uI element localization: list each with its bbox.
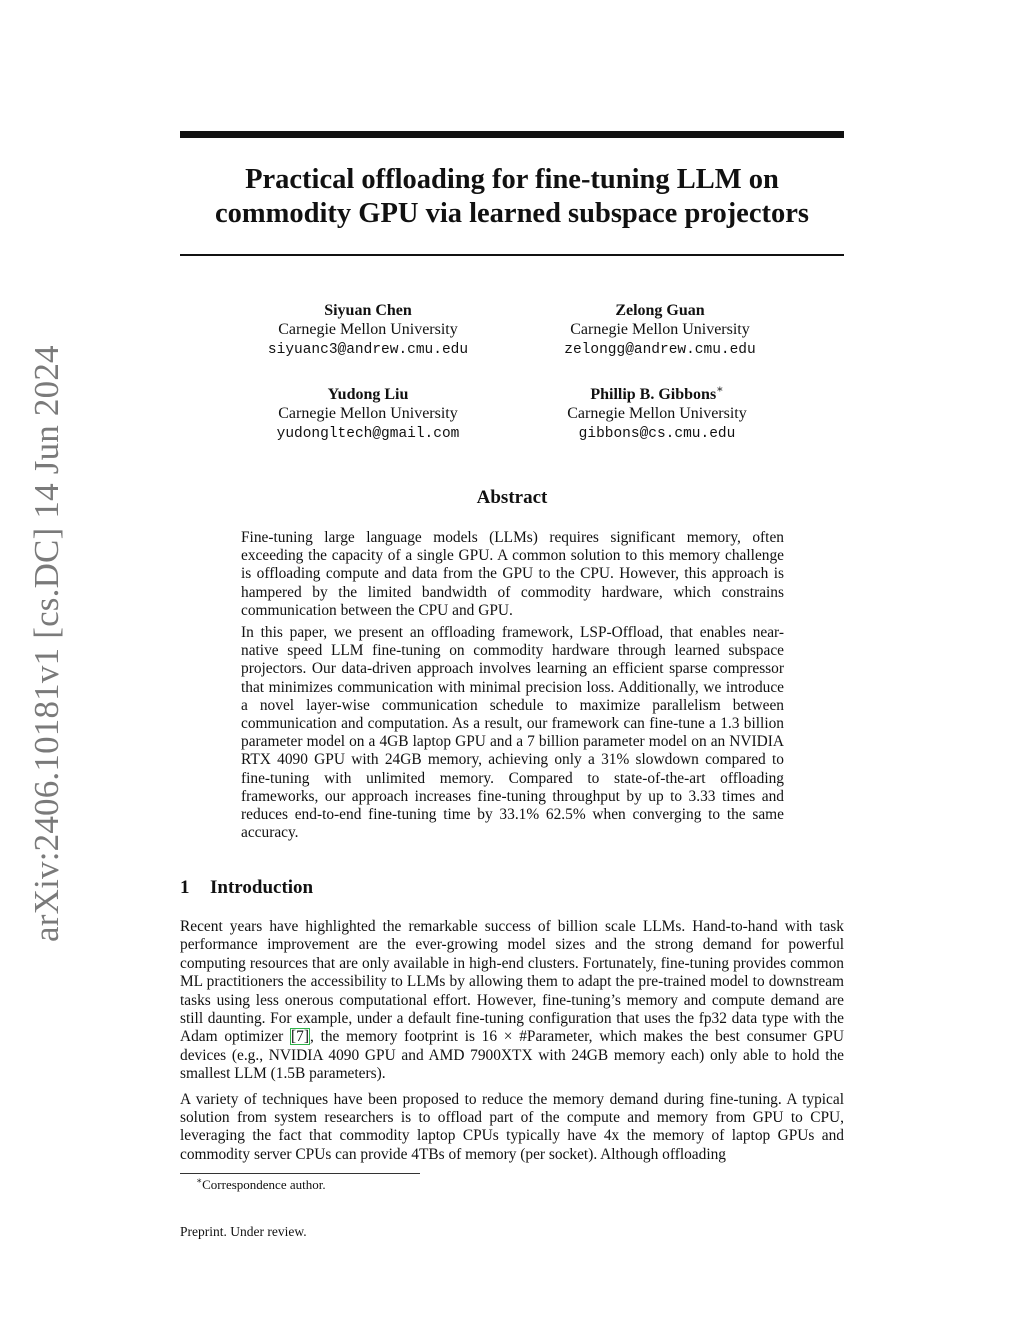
author-name: Yudong Liu bbox=[327, 386, 409, 403]
paragraph-text: Recent years have highlighted the remarkable success of billion scale LLMs. Hand-to-hand with task performance improvement are the ever-growing model sizes and the strong demand for powerful computing resources that are only available in high-end clusters. Fortunately, fine-tuning provides common ML practitioners the accessibility to LLMs by allowing them to adapt the pre-trained model to downstream tasks using less onerous computational effort. However, fine-tuning’s memory and compute demand are still daunting. For example, under a default fine-tuning configuration that uses the fp32 data type with the Adam optimizer bbox=[180, 918, 844, 1046]
paragraph-text: , the memory footprint is 16 × #Parameter, which makes the best consumer GPU devices (e.g., NVIDIA 4090 GPU and AMD 7900XTX with 24GB memory each) only able to hold the smallest LLM (1.5B parameters). bbox=[180, 1028, 844, 1083]
abstract-paragraph: In this paper, we present an offloading framework, LSP-Offload, that enables near-native speed LLM fine-tuning on commodity hardware through learned subspace projectors. Our data-driven approach involves learning an efficient sparse compressor that minimizes communication with minimal precision loss. Additionally, we introduce a novel layer-wise communication schedule to maximize parallelism between communication and computation. As a result, our framework can fine-tune a 1.3 billion parameter model on a 4GB laptop GPU and a 7 billion parameter model on an NVIDIA RTX 4090 GPU with 24GB memory, achieving only a 31% slowdown compared to fine-tuning with unlimited memory. Compared to state-of-the-art offloading frameworks, our approach increases fine-tuning throughput by up to 3.33 times and reduces end-to-end fine-tuning time by 33.1% 62.5% when converging to the same accuracy. bbox=[241, 624, 784, 842]
citation-link[interactable]: [7] bbox=[291, 1028, 309, 1046]
author-affiliation: Carnegie Mellon University bbox=[567, 405, 747, 422]
author-email[interactable]: yudongltech@gmail.com bbox=[276, 426, 460, 442]
author-block bbox=[507, 385, 807, 444]
author-block bbox=[510, 301, 810, 360]
author-name: Zelong Guan bbox=[615, 302, 705, 319]
section-heading bbox=[180, 877, 580, 899]
abstract-paragraph: Fine-tuning large language models (LLMs) requires significant memory, often exceeding the capacity of a single GPU. A common solution to this memory challenge is offloading compute and data from the GPU to the CPU. However, this approach is hampered by the limited bandwidth of commodity hardware, which constrains communication between the CPU and GPU. bbox=[241, 529, 784, 619]
footnote-text: Correspondence author. bbox=[202, 1177, 326, 1192]
footnote-mark: ∗ bbox=[196, 1175, 203, 1186]
author-affiliation: Carnegie Mellon University bbox=[570, 321, 750, 338]
author-block bbox=[218, 301, 518, 360]
author-affiliation: Carnegie Mellon University bbox=[278, 405, 458, 422]
author-affiliation: Carnegie Mellon University bbox=[278, 321, 458, 338]
author-name: Phillip B. Gibbons bbox=[590, 386, 717, 403]
title-top-rule bbox=[180, 131, 844, 138]
footnote-marker[interactable]: ∗ bbox=[716, 383, 724, 396]
section-number: 1 bbox=[180, 877, 190, 898]
abstract-heading: Abstract bbox=[476, 487, 548, 508]
footnote-rule bbox=[180, 1173, 420, 1174]
body-paragraph: A variety of techniques have been proposed to reduce the memory demand during fine-tuning. A typical solution from system researchers is to offload part of the compute and memory from GPU to CPU, leveraging the fact that commodity laptop CPUs typically have 4x the memory of laptop GPUs and commodity server CPUs can provide 4TBs of memory (per socket). Although offloading bbox=[180, 1090, 844, 1163]
preprint-note: Preprint. Under review. bbox=[180, 1224, 307, 1239]
paper-title: Practical offloading for fine-tuning LLM on commodity GPU via learned subspace projectors bbox=[215, 164, 809, 229]
author-block bbox=[218, 385, 518, 444]
author-email[interactable]: siyuanc3@andrew.cmu.edu bbox=[267, 342, 469, 358]
author-email[interactable]: gibbons@cs.cmu.edu bbox=[578, 426, 736, 442]
arxiv-identifier-stamp: arXiv:2406.10181v1 [cs.DC] 14 Jun 2024 bbox=[27, 345, 66, 942]
introduction-body bbox=[180, 918, 844, 1171]
author-name: Siyuan Chen bbox=[324, 302, 412, 319]
title-bottom-rule bbox=[180, 254, 844, 256]
footnote bbox=[196, 1177, 326, 1193]
section-title: Introduction bbox=[210, 877, 314, 898]
author-email[interactable]: zelongg@andrew.cmu.edu bbox=[564, 342, 756, 358]
abstract-body bbox=[241, 529, 784, 846]
body-paragraph bbox=[180, 918, 844, 1084]
